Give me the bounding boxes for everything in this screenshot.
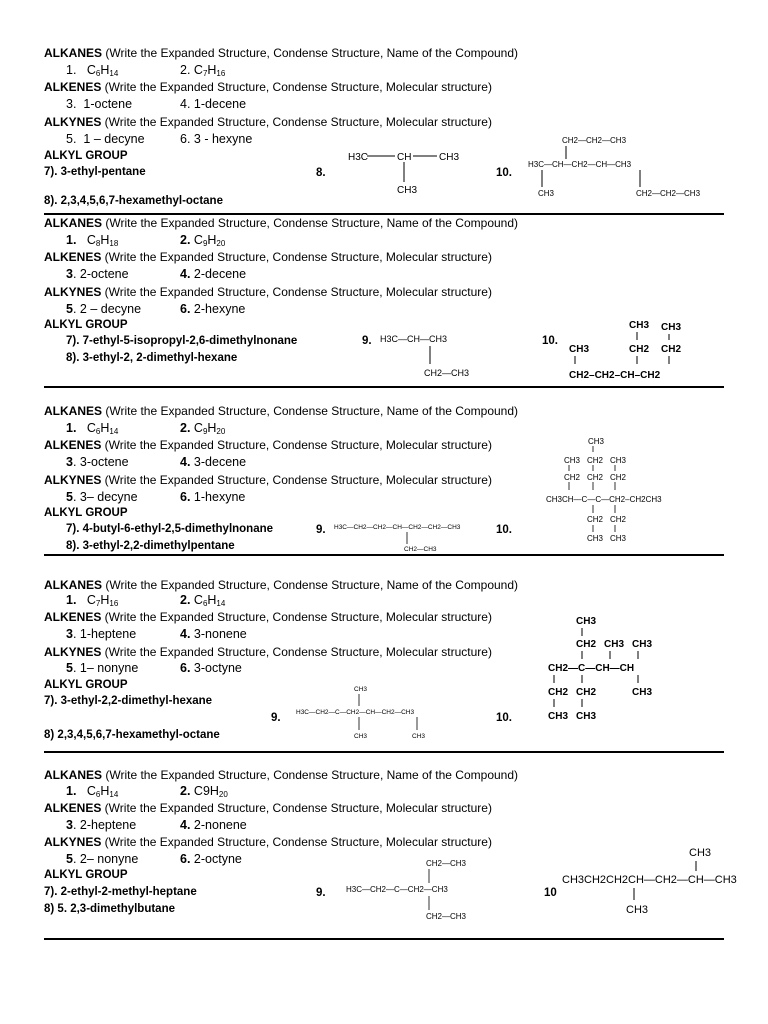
item-6: 6. 3-octyne — [180, 661, 242, 675]
item-8: 8) 2,3,4,5,6,7-hexamethyl-octane — [44, 729, 220, 741]
label-10: 10 — [544, 887, 557, 899]
alkanes-line: ALKANES (Write the Expanded Structure, Condense Structure, Name of the Compound) — [44, 768, 519, 782]
s2b-m1: CH3 — [569, 344, 590, 355]
alkyl-group-label: ALKYL GROUP — [44, 869, 128, 881]
alkynes-line: ALKYNES (Write the Expanded Structure, Condense Structure, Molecular structure) — [44, 645, 492, 659]
alkyl-group-label: ALKYL GROUP — [44, 679, 128, 691]
s2a-bot: CH2—CH3 — [424, 368, 470, 378]
s3b-r0: CH3 — [588, 437, 605, 446]
item-6: 6. 3 - hexyne — [180, 132, 253, 146]
s1b-main: H3C—CH—CH2—CH—CH3 — [528, 160, 632, 169]
label-10: 10. — [542, 335, 558, 347]
structure-5a — [346, 856, 526, 924]
s4a-b1: CH3 — [354, 733, 368, 740]
item-2: 2. $C_9H_{20}$ — [180, 233, 226, 248]
item-8: 8). 3-ethyl-2,2-dimethylpentane — [66, 540, 235, 552]
s3a-main: H3C—CH2—CH2—CH—CH2—CH2—CH3 — [334, 524, 461, 531]
structure-5b — [560, 840, 746, 920]
alkyl-group-label: ALKYL GROUP — [44, 319, 128, 331]
item-7: 7). 7-ethyl-5-isopropyl-2,6-dimethylnonane — [66, 335, 298, 347]
s4b-main: CH2—C—CH—CH — [548, 663, 635, 674]
s3b-r2b: CH2 — [587, 473, 604, 482]
item-1: 1. $C_6H_{14}$ — [66, 63, 119, 78]
item-5: 5. 2– nonyne — [66, 852, 139, 866]
alkynes-line: ALKYNES (Write the Expanded Structure, Condense Structure, Molecular structure) — [44, 473, 492, 487]
alkanes-line: ALKANES (Write the Expanded Structure, Condense Structure, Name of the Compound) — [44, 46, 519, 60]
structure-1a — [345, 138, 470, 198]
alkynes-line: ALKYNES (Write the Expanded Structure, Condense Structure, Molecular structure) — [44, 285, 492, 299]
s5a-main: H3C—CH2—C—CH2—CH3 — [346, 885, 448, 894]
s4b-r3b: CH2 — [576, 687, 597, 698]
s4b-r0: CH3 — [576, 616, 597, 627]
structure-4b — [546, 612, 666, 734]
item-5: 5. 3– decyne — [66, 490, 138, 504]
alkyl-group-label: ALKYL GROUP — [44, 507, 128, 519]
item-1: 1. $C_8H_{18}$ — [66, 233, 119, 248]
alkynes-line: ALKYNES (Write the Expanded Structure, Condense Structure, Molecular structure) — [44, 835, 492, 849]
s1a-ch: CH — [397, 152, 412, 163]
item-7: 7). 3-ethyl-2,2-dimethyl-hexane — [44, 695, 213, 707]
s5a-top: CH2—CH3 — [426, 859, 467, 868]
item-7: 7). 2-ethyl-2-methyl-heptane — [44, 886, 197, 898]
s3b-r5a: CH3 — [587, 534, 604, 543]
divider-5 — [44, 938, 724, 940]
item-5: 5. 2 – decyne — [66, 302, 142, 316]
s3b-r1c: CH3 — [610, 456, 627, 465]
s2b-t2: CH3 — [661, 322, 682, 333]
item-4: 4. 3-decene — [180, 455, 247, 469]
s4b-r3a: CH2 — [548, 687, 569, 698]
alkenes-line: ALKENES (Write the Expanded Structure, Condense Structure, Molecular structure) — [44, 80, 492, 94]
label-10: 10. — [496, 524, 512, 536]
item-7: 7). 3-ethyl-pentane — [44, 166, 146, 178]
s4b-r3c: CH3 — [632, 687, 653, 698]
s3b-r2a: CH2 — [564, 473, 581, 482]
s2b-m2: CH2 — [629, 344, 650, 355]
s5b-bot: CH3 — [626, 904, 649, 916]
s3b-r4a: CH2 — [587, 515, 604, 524]
item-4: 4. 3-nonene — [180, 627, 247, 641]
item-6: 6. 1-hexyne — [180, 490, 246, 504]
item-5: 5. 1– nonyne — [66, 661, 139, 675]
s4a-b2: CH3 — [412, 733, 426, 740]
item-1: 1. $C_7H_{16}$ — [66, 593, 119, 608]
s1a-ch3b: CH3 — [397, 185, 418, 196]
label-10: 10. — [496, 712, 512, 724]
item-3: 3. 2-heptene — [66, 818, 137, 832]
label-8: 8. — [316, 167, 326, 179]
label-9: 9. — [362, 335, 372, 347]
s3b-r5b: CH3 — [610, 534, 627, 543]
label-9: 9. — [316, 887, 326, 899]
s4a-top: CH3 — [354, 686, 368, 693]
s5a-bot: CH2—CH3 — [426, 912, 467, 921]
s2a-main: H3C—CH—CH3 — [380, 334, 448, 344]
item-6: 6. 2-hexyne — [180, 302, 246, 316]
item-1: 1. $C_6H_{14}$ — [66, 421, 119, 436]
alkenes-line: ALKENES (Write the Expanded Structure, Condense Structure, Molecular structure) — [44, 250, 492, 264]
item-6: 6. 2-octyne — [180, 852, 242, 866]
s2b-t1: CH3 — [629, 320, 650, 331]
structure-3b — [546, 434, 694, 550]
divider-3 — [44, 554, 724, 556]
alkanes-line: ALKANES (Write the Expanded Structure, Condense Structure, Name of the Compound) — [44, 216, 519, 230]
s4b-r1a: CH2 — [576, 639, 597, 650]
s1b-left: CH3 — [538, 189, 555, 198]
item-8: 8). 3-ethyl-2, 2-dimethyl-hexane — [66, 352, 238, 364]
s2b-m3: CH2 — [661, 344, 682, 355]
item-4: 4. 2-nonene — [180, 818, 247, 832]
s4b-r1c: CH3 — [632, 639, 653, 650]
alkyl-group-label: ALKYL GROUP — [44, 150, 128, 162]
item-8: 8). 2,3,4,5,6,7-hexamethyl-octane — [44, 195, 223, 207]
alkenes-line: ALKENES (Write the Expanded Structure, Condense Structure, Molecular structure) — [44, 610, 492, 624]
structure-4a — [296, 684, 492, 742]
s1b-top: CH2—CH2—CH3 — [562, 136, 627, 145]
item-2: 2. $C_6H_{14}$ — [180, 593, 226, 608]
item-3: 3. 1-octene — [66, 97, 133, 111]
structure-2a — [378, 330, 488, 380]
label-9: 9. — [271, 712, 281, 724]
s1a-h3c: H3C — [348, 152, 369, 163]
s3b-r1b: CH2 — [587, 456, 604, 465]
divider-1 — [44, 213, 724, 215]
structure-2b — [565, 316, 685, 386]
structure-1b — [528, 130, 718, 200]
item-3: 3. 1-heptene — [66, 627, 137, 641]
item-1: 1. $C_6H_{14}$ — [66, 784, 119, 799]
item-3: 3. 2-octene — [66, 267, 129, 281]
label-10: 10. — [496, 167, 512, 179]
s3b-main: CH3CH—C—C—CH2–CH2CH3 — [546, 495, 662, 504]
item-4: 4. 2-decene — [180, 267, 247, 281]
alkynes-line: ALKYNES (Write the Expanded Structure, Condense Structure, Molecular structure) — [44, 115, 492, 129]
s3a-bot: CH2—CH3 — [404, 546, 437, 553]
s4b-r4a: CH3 — [548, 711, 569, 722]
alkenes-line: ALKENES (Write the Expanded Structure, Condense Structure, Molecular structure) — [44, 438, 492, 452]
item-8: 8) 5. 2,3-dimethylbutane — [44, 903, 176, 915]
s5b-top: CH3 — [689, 847, 712, 859]
s1a-ch3: CH3 — [439, 152, 460, 163]
item-2: 2. $C_7H_{16}$ — [180, 63, 226, 78]
s1b-right: CH2—CH2—CH3 — [636, 189, 701, 198]
s2b-bot: CH2–CH2–CH–CH2 — [569, 370, 661, 381]
divider-4 — [44, 751, 724, 753]
structure-3a — [334, 520, 490, 554]
s3b-r2c: CH2 — [610, 473, 627, 482]
alkanes-line: ALKANES (Write the Expanded Structure, Condense Structure, Name of the Compound) — [44, 578, 519, 592]
s4b-r1b: CH3 — [604, 639, 625, 650]
item-2: 2. $C9H_{20}$ — [180, 784, 228, 799]
item-7: 7). 4-butyl-6-ethyl-2,5-dimethylnonane — [66, 523, 274, 535]
s4b-r4b: CH3 — [576, 711, 597, 722]
s4a-main: H3C—CH2—C—CH2—CH—CH2—CH3 — [296, 709, 415, 716]
s3b-r1a: CH3 — [564, 456, 581, 465]
s3b-r4b: CH2 — [610, 515, 627, 524]
item-3: 3. 3-octene — [66, 455, 129, 469]
item-4: 4. 1-decene — [180, 97, 247, 111]
divider-2 — [44, 386, 724, 388]
alkanes-line: ALKANES (Write the Expanded Structure, Condense Structure, Name of the Compound) — [44, 404, 519, 418]
s5b-main: CH3CH2CH2CH—CH2—CH—CH3 — [562, 874, 737, 886]
item-5: 5. 1 – decyne — [66, 132, 145, 146]
item-2: 2. $C_9H_{20}$ — [180, 421, 226, 436]
label-9: 9. — [316, 524, 326, 536]
alkenes-line: ALKENES (Write the Expanded Structure, Condense Structure, Molecular structure) — [44, 801, 492, 815]
